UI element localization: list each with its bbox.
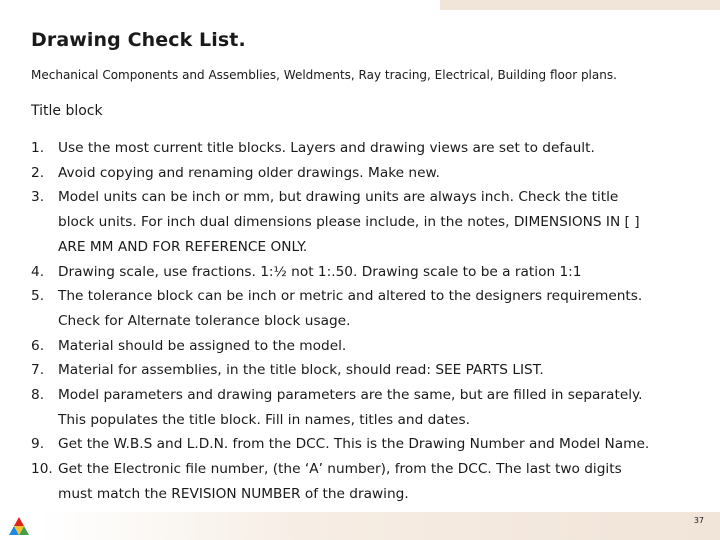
list-item xyxy=(31,161,701,186)
item-text: The tolerance block can be inch or metric and altered to the designers requirements. Check for Alternate tolerance block usage. xyxy=(58,288,643,329)
list-item xyxy=(31,432,701,457)
item-number: 6. xyxy=(31,337,45,354)
list-item xyxy=(31,334,701,359)
item-number: 10. xyxy=(31,461,53,478)
item-text: Model units can be inch or mm, but drawing units are always inch. Check the title block units. For inch dual dimensions please include, in the notes, DIMENSIONS IN [ ] ARE MM AND FOR REFERENCE ONLY. xyxy=(58,189,640,255)
section-heading: Title block xyxy=(31,103,103,119)
item-text: Get the W.B.S and L.D.N. from the DCC. This is the Drawing Number and Model Name. xyxy=(58,436,650,453)
list-item xyxy=(31,185,701,259)
item-number: 1. xyxy=(31,140,45,156)
page-number: 37 xyxy=(693,516,704,525)
list-item xyxy=(31,284,701,333)
item-text: Use the most current title blocks. Layers and drawing views are set to default. xyxy=(58,140,595,156)
item-text: Model parameters and drawing parameters are the same, but are filled in separately. This populates the title block. Fill in names, titles and dates. xyxy=(58,387,643,428)
logo-icon xyxy=(8,516,30,536)
item-number: 5. xyxy=(31,288,45,305)
bottom-accent-band xyxy=(40,512,720,540)
item-text: Drawing scale, use fractions. 1:½ not 1:.50. Drawing scale to be a ration 1:1 xyxy=(58,263,582,280)
logo-shape-red xyxy=(14,517,24,526)
list-item xyxy=(31,358,701,383)
item-text: Get the Electronic file number, (the ‘A’ number), from the DCC. The last two digits must match the REVISION NUMBER of the drawing. xyxy=(58,461,622,502)
item-text: Material should be assigned to the model. xyxy=(58,337,347,354)
item-number: 4. xyxy=(31,263,45,280)
checklist xyxy=(31,136,701,507)
item-text: Material for assemblies, in the title block, should read: SEE PARTS LIST. xyxy=(58,362,544,379)
page-subtitle: Mechanical Components and Assemblies, Weldments, Ray tracing, Electrical, Building floor plans. xyxy=(31,68,617,82)
item-number: 7. xyxy=(31,362,45,379)
top-accent-band xyxy=(440,0,720,10)
list-item xyxy=(31,260,701,285)
item-number: 9. xyxy=(31,436,45,453)
list-item xyxy=(31,457,701,506)
item-number: 3. xyxy=(31,189,45,206)
page-title: Drawing Check List. xyxy=(31,29,246,51)
item-number: 8. xyxy=(31,387,45,404)
item-text: Avoid copying and renaming older drawings. Make new. xyxy=(58,164,440,181)
list-item xyxy=(31,383,701,432)
item-number: 2. xyxy=(31,164,45,181)
list-item xyxy=(31,136,701,161)
